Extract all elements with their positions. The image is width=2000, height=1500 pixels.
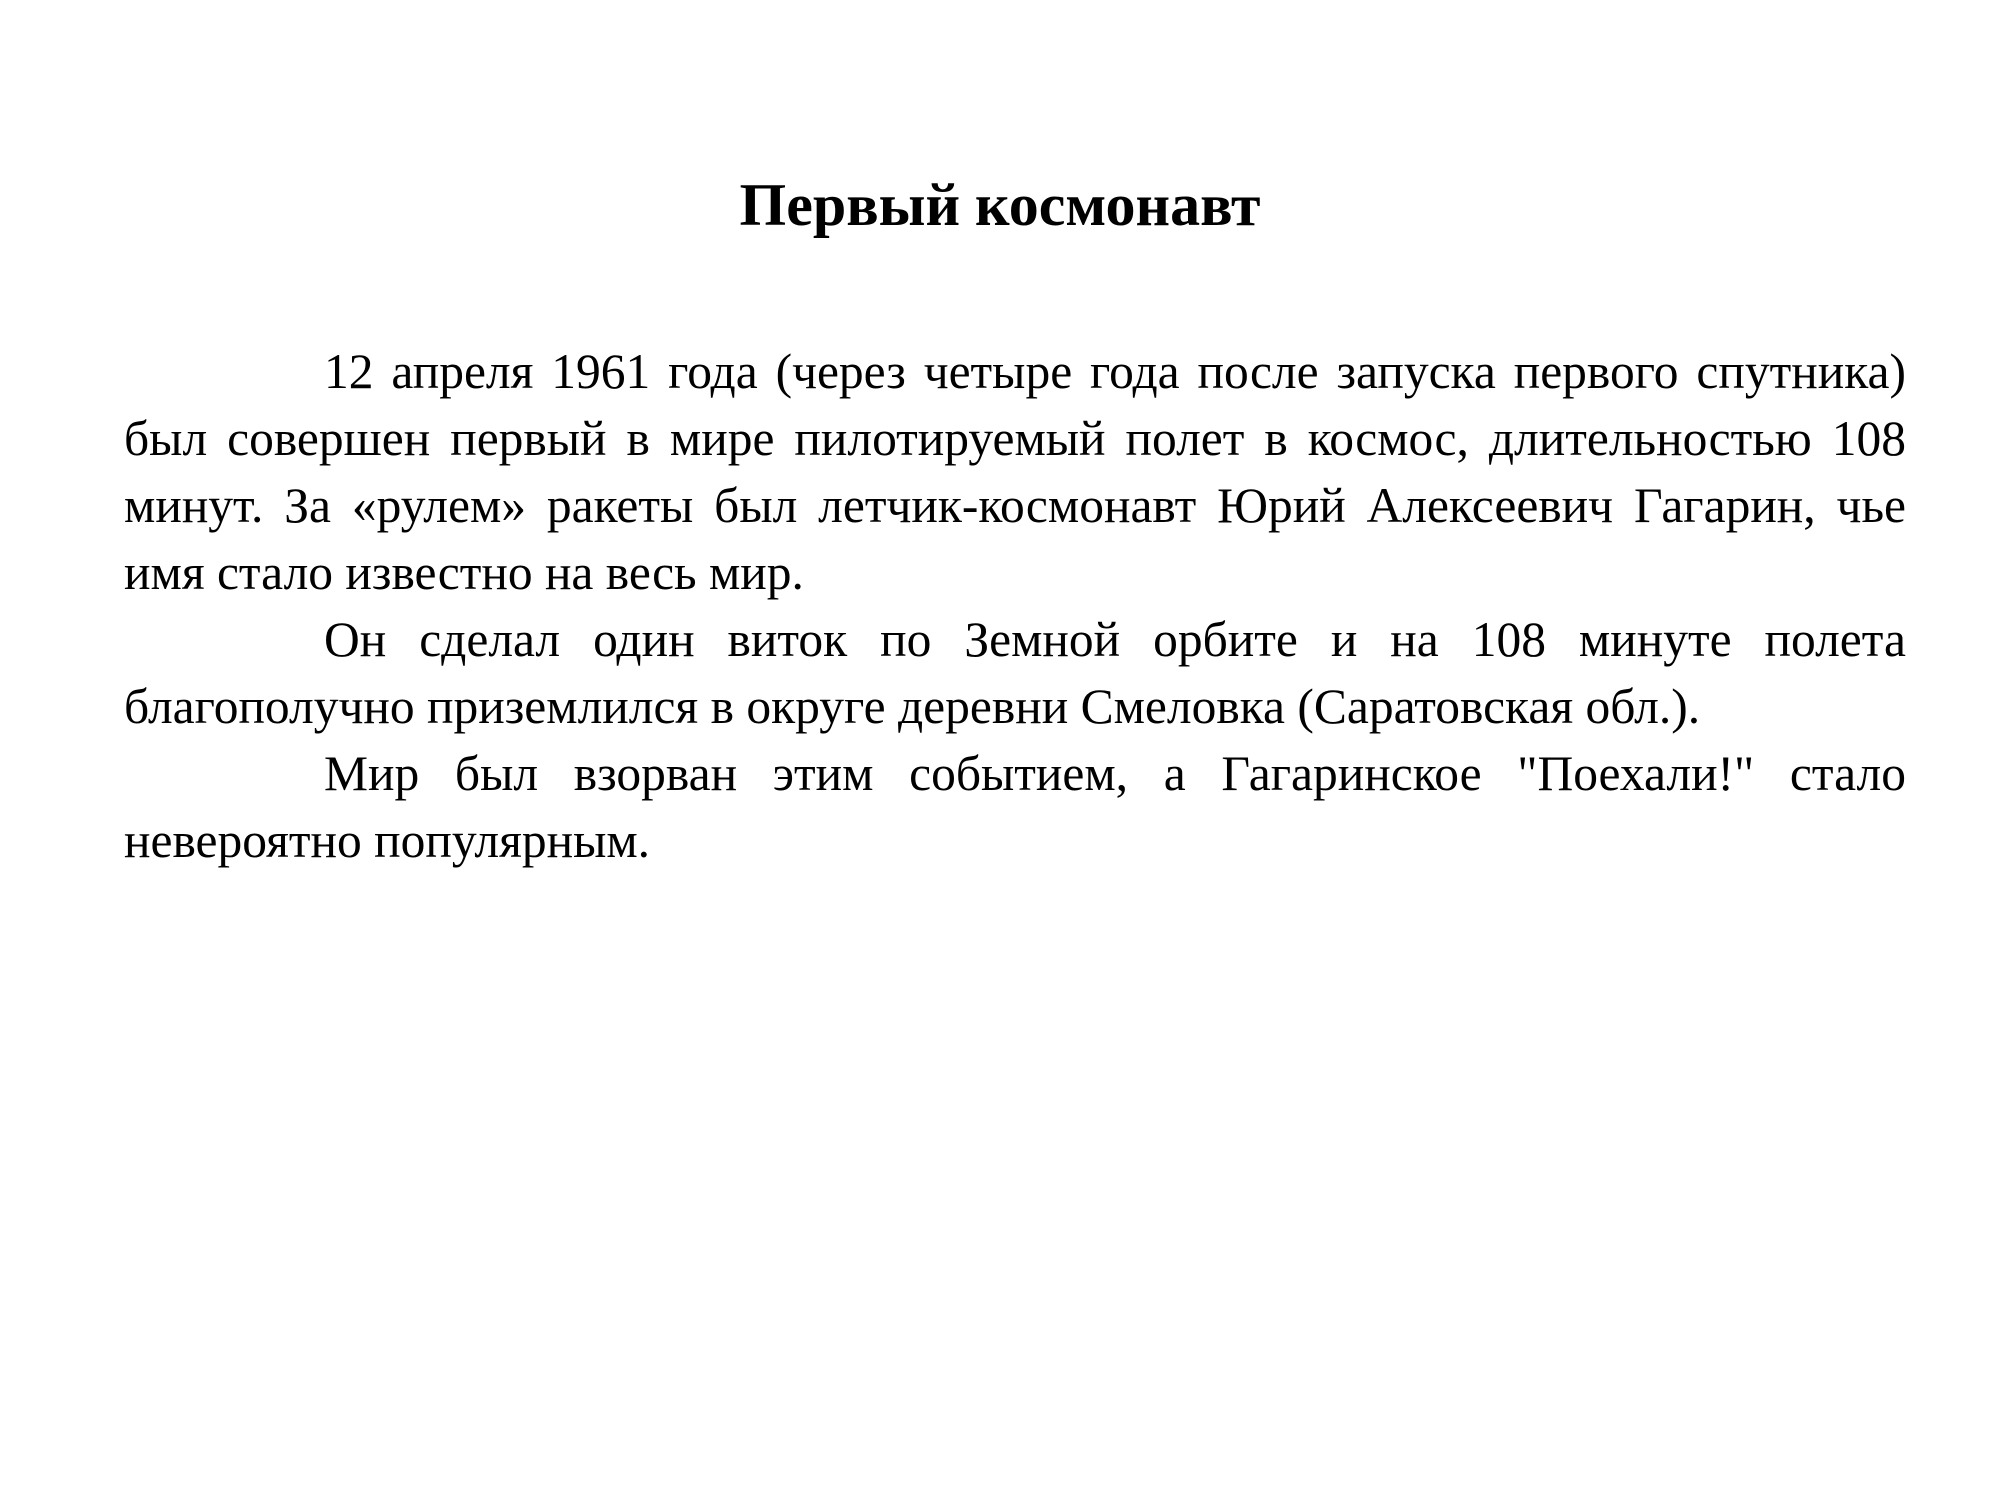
paragraph-world-reaction: Мир был взорван этим событием, а Гагаринское "Поехали!" стало невероятно популярным. xyxy=(124,746,1906,868)
paragraph-first-flight: 12 апреля 1961 года (через четыре года после запуска первого спутника) был совершен первый в мире пилотируемый полет в космос, длительностью 108 минут. За «рулем» ракеты был летчик-космонавт Юрий Алексеевич Гагарин, чье имя стало известно на весь мир. xyxy=(124,344,1906,600)
slide-body xyxy=(124,338,1906,874)
slide-title: Первый космонавт xyxy=(739,172,1261,238)
paragraph-orbit-landing: Он сделал один виток по Земной орбите и на 108 минуте полета благополучно приземлился в округе деревни Смеловка (Саратовская обл.). xyxy=(124,612,1906,734)
